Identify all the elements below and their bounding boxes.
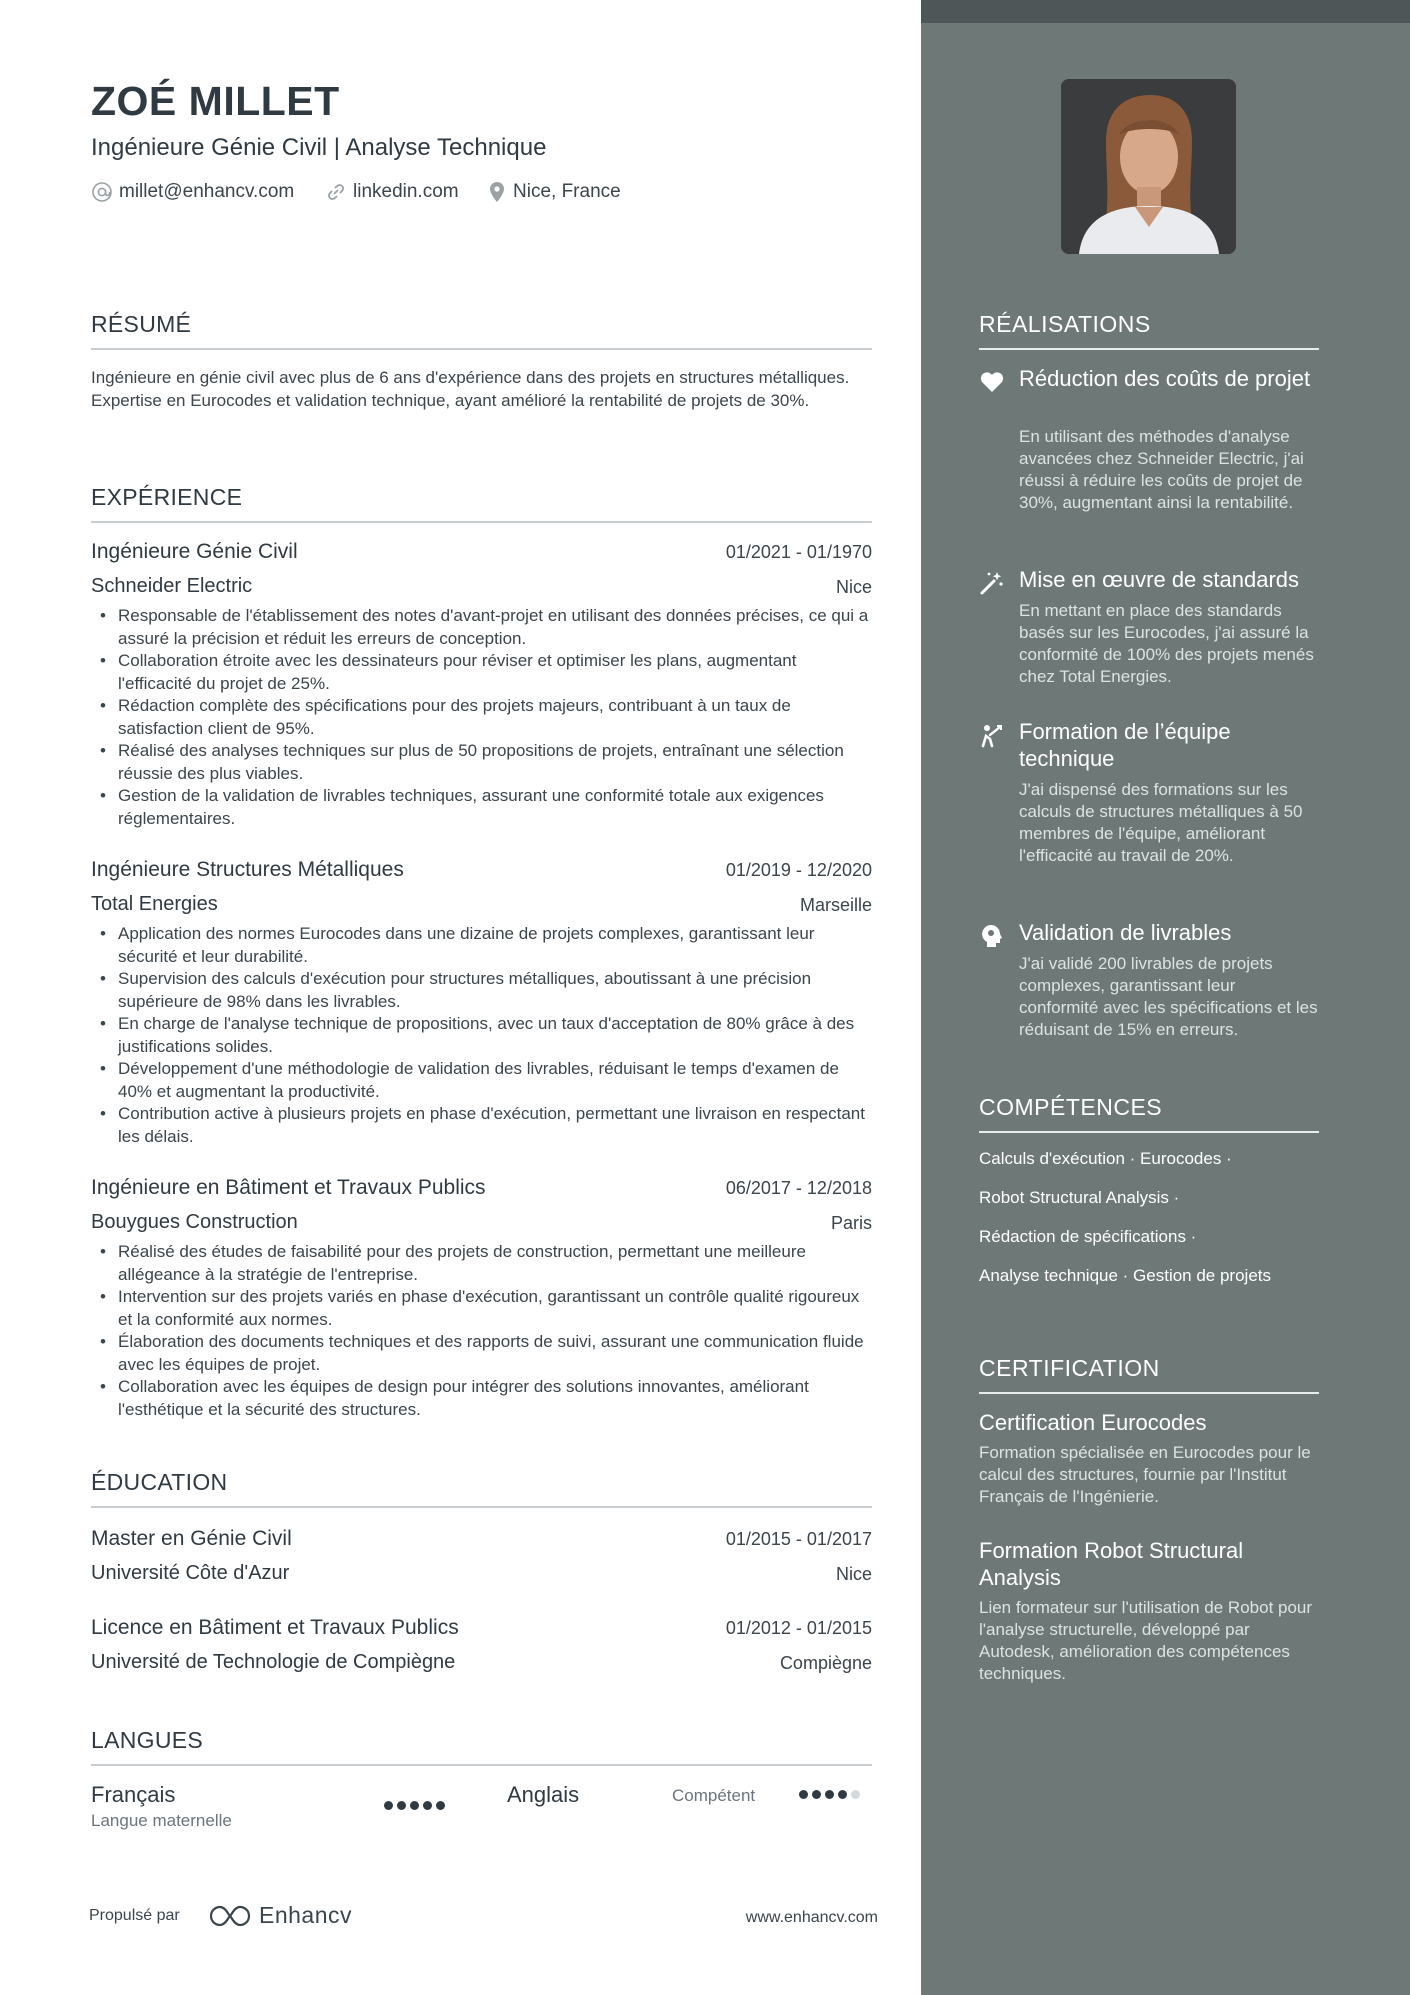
certification-title: Certification Eurocodes xyxy=(979,1410,1207,1435)
bullet-item: • Collaboration avec les équipes de design pour intégrer des solutions innovantes, améliorant l'esthétique et la sécurité des structures. xyxy=(91,1376,872,1421)
bullet-item: • Responsable de l'établissement des notes d'avant-projet en utilisant des données précises, ce qui a assuré la précision et réduit les erreurs de conception. xyxy=(91,605,872,650)
skill-line: Calculs d'exécution · Eurocodes · xyxy=(979,1149,1232,1168)
achievement-title: Réduction des coûts de projet xyxy=(1019,366,1311,391)
sidebar xyxy=(921,0,1410,1995)
education-dates: 01/2015 - 01/2017 xyxy=(725,1529,872,1549)
achievement-item xyxy=(979,365,1319,545)
bullet-item: • Développement d'une méthodologie de validation des livrables, réduisant le temps d'examen de 40% et augmentant la productivité. xyxy=(91,1058,872,1103)
rating-dot-filled xyxy=(838,1790,847,1799)
enhancv-logo[interactable] xyxy=(207,1902,352,1929)
achievement-title: Formation de l’équipe technique xyxy=(1019,719,1231,771)
rating-dot-empty xyxy=(851,1790,860,1799)
skills-section xyxy=(979,1094,1319,1294)
skills-section-title: COMPÉTENCES xyxy=(979,1094,1319,1133)
bullet-item: • Contribution active à plusieurs projets en phase d'exécution, permettant une livraison en respectant les délais. xyxy=(91,1103,872,1148)
location-text: Nice, France xyxy=(513,181,621,202)
contact-location xyxy=(487,181,621,203)
at-icon xyxy=(91,181,113,203)
enhancv-brand: Enhancv xyxy=(259,1902,353,1928)
job-location: Paris xyxy=(830,1213,872,1233)
rating-dot-filled xyxy=(423,1801,432,1810)
head-icon xyxy=(979,923,1005,949)
link-icon xyxy=(325,181,347,203)
education-degree: Licence en Bâtiment et Travaux Publics xyxy=(91,1616,459,1639)
rating-dot-filled xyxy=(410,1801,419,1810)
location-pin-icon xyxy=(487,181,507,203)
profile-photo xyxy=(1061,79,1236,254)
skill-line: Analyse technique · Gestion de projets xyxy=(979,1266,1272,1285)
language-level: Langue maternelle xyxy=(91,1811,232,1830)
job-location: Marseille xyxy=(799,895,872,915)
job-role: Ingénieure en Bâtiment et Travaux Publics xyxy=(91,1176,486,1199)
achievements-section xyxy=(979,311,1319,1039)
rating-dot-filled xyxy=(812,1790,821,1799)
training-icon xyxy=(979,722,1005,748)
education-degree: Master en Génie Civil xyxy=(91,1527,292,1550)
job-location: Nice xyxy=(835,577,872,597)
language-name: Anglais xyxy=(507,1782,580,1807)
job-role: Ingénieure Génie Civil xyxy=(91,540,298,563)
rating-dot-filled xyxy=(384,1801,393,1810)
education-location: Nice xyxy=(835,1564,872,1584)
rating-dot-filled xyxy=(436,1801,445,1810)
job-company: Schneider Electric xyxy=(91,575,253,597)
language-name: Français xyxy=(91,1782,176,1807)
languages-section-title: LANGUES xyxy=(91,1727,872,1766)
education-section-title: ÉDUCATION xyxy=(91,1469,872,1508)
certification-section-title: CERTIFICATION xyxy=(979,1355,1319,1394)
bullet-item: • Collaboration étroite avec les dessinateurs pour réviser et optimiser les plans, augmentant l'efficacité du projet de 25%. xyxy=(91,650,872,695)
skill-line: Rédaction de spécifications · xyxy=(979,1227,1197,1246)
rating-dot-filled xyxy=(397,1801,406,1810)
bullet-item: • Supervision des calculs d'exécution pour structures métalliques, aboutissant à une précision supérieure de 98% dans les livrables. xyxy=(91,968,872,1013)
powered-by-text: Propulsé par xyxy=(89,1907,180,1924)
resume-text: Ingénieure en génie civil avec plus de 6 ans d'expérience dans des projets en structures métalliques. Expertise en Eurocodes et validation technique, ayant amélioré la rentabilité de projets de 30%. xyxy=(91,368,850,410)
job-dates: 01/2019 - 12/2020 xyxy=(725,860,872,880)
education-location: Compiègne xyxy=(779,1653,872,1673)
bullet-item: • Réalisé des analyses techniques sur plus de 50 propositions de projets, entraînant une sélection réussie des plus viables. xyxy=(91,740,872,785)
certification-title: Formation Robot Structural Analysis xyxy=(979,1538,1244,1590)
achievement-title: Validation de livrables xyxy=(1019,920,1232,945)
bullet-item: • Réalisé des études de faisabilité pour des projets de construction, permettant une meilleure allégeance à la stratégie de l'entreprise. xyxy=(91,1241,872,1286)
job-dates: 01/2021 - 01/1970 xyxy=(725,542,872,562)
language-rating xyxy=(799,1790,860,1799)
linkedin-text: linkedin.com xyxy=(353,181,459,202)
achievement-desc: En mettant en place des standards basés sur les Eurocodes, j'ai assuré la conformité de 100% des projets menés chez Total Energies. xyxy=(1019,601,1314,686)
language-level: Compétent xyxy=(672,1786,756,1805)
rating-dot-filled xyxy=(799,1790,808,1799)
bullet-item: • Gestion de la validation de livrables techniques, assurant une conformité totale aux exigences réglementaires. xyxy=(91,785,872,830)
candidate-name: ZOÉ MILLET xyxy=(91,78,340,124)
email-text: millet@enhancv.com xyxy=(119,181,295,202)
job-company: Bouygues Construction xyxy=(91,1211,298,1233)
achievement-item xyxy=(979,566,1319,696)
experience-section-title: EXPÉRIENCE xyxy=(91,484,872,523)
achievement-title: Mise en œuvre de standards xyxy=(1019,567,1300,592)
heart-icon xyxy=(979,369,1005,395)
bullet-item: • Rédaction complète des spécifications pour des projets majeurs, contribuant à un taux de satisfaction client de 95%. xyxy=(91,695,872,740)
skill-line: Robot Structural Analysis · xyxy=(979,1188,1180,1207)
certification-desc: Formation spécialisée en Eurocodes pour le calcul des structures, fournie par l'Institut Français de l'Ingénierie. xyxy=(979,1443,1311,1506)
contact-linkedin[interactable] xyxy=(325,181,459,203)
education-school: Université de Technologie de Compiègne xyxy=(91,1651,456,1673)
resume-section-title: RÉSUMÉ xyxy=(91,311,872,350)
achievement-item xyxy=(979,919,1319,1049)
bullet-item: • Application des normes Eurocodes dans une dizaine de projets complexes, garantissant leur sécurité et leur durabilité. xyxy=(91,923,872,968)
bullet-item: • En charge de l'analyse technique de propositions, avec un taux d'acceptation de 80% grâce à des justifications solides. xyxy=(91,1013,872,1058)
education-school: Université Côte d'Azur xyxy=(91,1562,290,1584)
portrait-image xyxy=(1061,79,1236,254)
achievements-section-title: RÉALISATIONS xyxy=(979,311,1319,350)
job-bullets xyxy=(91,1241,872,1421)
achievement-desc: J'ai validé 200 livrables de projets complexes, garantissant leur conformité avec les spécifications et les réduisant de 15% en erreurs. xyxy=(1019,954,1318,1039)
bullet-item: • Intervention sur des projets variés en phase d'exécution, garantissant un contrôle qualité rigoureux et la conformité aux normes. xyxy=(91,1286,872,1331)
certification-section xyxy=(979,1355,1319,1695)
achievement-item xyxy=(979,718,1319,888)
language-rating xyxy=(384,1801,445,1810)
job-bullets xyxy=(91,605,872,830)
job-company: Total Energies xyxy=(91,893,218,915)
rating-dot-filled xyxy=(825,1790,834,1799)
website-link[interactable]: www.enhancv.com xyxy=(745,1909,878,1926)
contact-email[interactable] xyxy=(91,181,294,203)
achievement-desc: En utilisant des méthodes d'analyse avancées chez Schneider Electric, j'ai réussi à réduire les coûts de projet de 30%, augmentant ainsi la rentabilité. xyxy=(1019,427,1304,512)
certification-desc: Lien formateur sur l'utilisation de Robot pour l'analyse structurelle, développé par Autodesk, amélioration des compétences techniques. xyxy=(979,1598,1313,1683)
candidate-subtitle: Ingénieure Génie Civil | Analyse Technique xyxy=(91,134,547,161)
bullet-item: • Élaboration des documents techniques et des rapports de suivi, assurant une communication fluide avec les équipes de projet. xyxy=(91,1331,872,1376)
job-bullets xyxy=(91,923,872,1148)
job-dates: 06/2017 - 12/2018 xyxy=(725,1178,872,1198)
job-role: Ingénieure Structures Métalliques xyxy=(91,858,404,881)
education-dates: 01/2012 - 01/2015 xyxy=(725,1618,872,1638)
sidebar-top-bar xyxy=(921,0,1410,23)
enhancv-logo-icon xyxy=(207,1903,253,1929)
achievement-desc: J'ai dispensé des formations sur les calculs de structures métalliques à 50 membres de l'équipe, améliorant l'efficacité au travail de 20%. xyxy=(1019,780,1303,865)
magic-wand-icon xyxy=(979,570,1005,596)
